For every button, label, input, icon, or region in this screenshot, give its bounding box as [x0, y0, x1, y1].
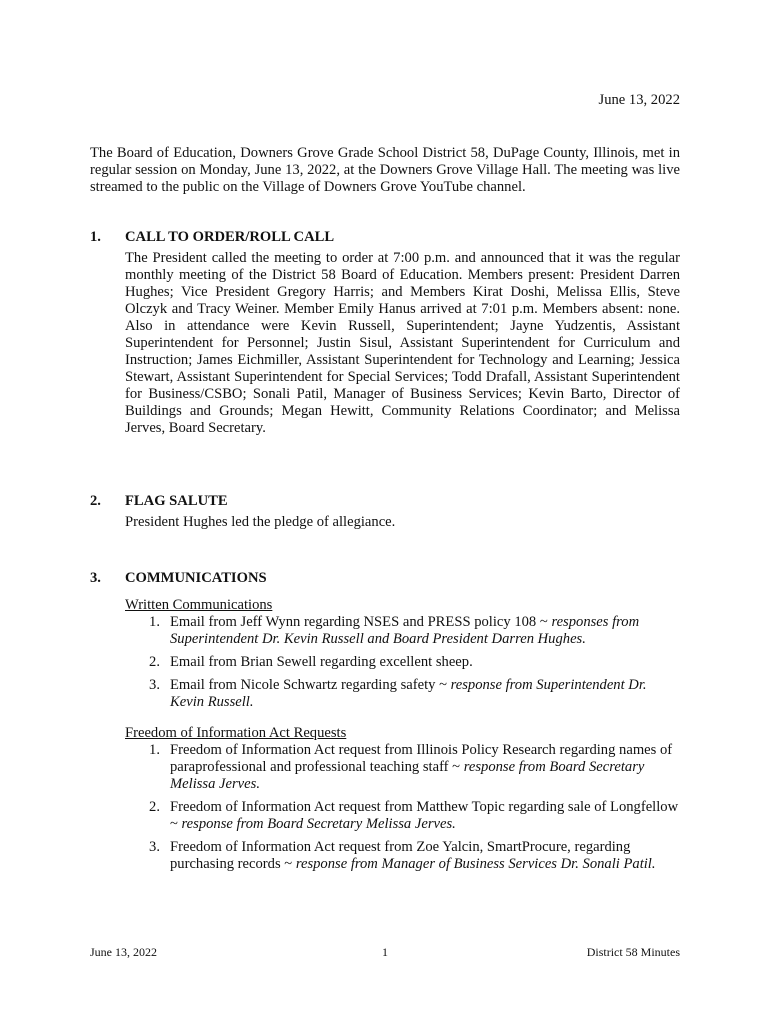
section-heading	[90, 493, 680, 510]
list-item	[125, 677, 680, 711]
section-number: 2.	[90, 493, 101, 509]
section-number: 1.	[90, 229, 101, 245]
item-number: 1.	[149, 614, 160, 630]
section-communications	[90, 570, 680, 879]
item-text: Email from Brian Sewell regarding excellent sheep.	[170, 654, 473, 670]
section-heading	[90, 229, 680, 246]
item-text: Freedom of Information Act request from Matthew Topic regarding sale of Longfellow ~	[170, 799, 679, 832]
page-number: 1	[382, 945, 388, 959]
written-communications-heading: Written Communications	[125, 597, 273, 613]
item-number: 3.	[149, 839, 160, 855]
item-response: response from Board Secretary Melissa Jerves.	[181, 816, 456, 832]
footer-title: District 58 Minutes	[586, 945, 681, 959]
item-text: Email from Nicole Schwartz regarding safety ~	[170, 677, 451, 693]
foia-requests-heading: Freedom of Information Act Requests	[125, 725, 347, 741]
section-title: FLAG SALUTE	[125, 493, 228, 509]
page-footer	[90, 944, 680, 961]
section-body: The President called the meeting to order at 7:00 p.m. and announced that it was the regular monthly meeting of the District 58 Board of Education. Members present: President Darren Hughes; Vice President Gregory Harris; and Members Kirat Doshi, Melissa Ellis, Steve Olczyk and Tracy Weiner. Member Emily Hanus arrived at 7:01 p.m. Members absent: none. Also in attendance were Kevin Russell, Superintendent; Jayne Yudzentis, Assistant Superintendent for Personnel; Justin Sisul, Assistant Superintendent for Curriculum and Instruction; James Eichmiller, Assistant Superintendent for Technology and Learning; Jessica Stewart, Assistant Superintendent for Special Services; Todd Drafall, Assistant Superintendent for Business/CSBO; Sonali Patil, Manager of Business Services; Kevin Barto, Director of Buildings and Grounds; Megan Hewitt, Community Relations Coordinator; and Melissa Jerves, Board Secretary.	[125, 250, 680, 436]
section-flag-salute	[90, 493, 680, 531]
section-call-to-order	[90, 229, 680, 437]
section-title: COMMUNICATIONS	[125, 570, 267, 586]
section-body: President Hughes led the pledge of allegiance.	[125, 514, 396, 530]
written-communications-list	[125, 614, 680, 711]
item-number: 3.	[149, 677, 160, 693]
item-number: 2.	[149, 799, 160, 815]
item-response: response from Superintendent Dr. Kevin Russell.	[170, 677, 647, 710]
item-response: response from Board Secretary Melissa Jerves.	[170, 759, 645, 792]
item-text: Freedom of Information Act request from Illinois Policy Research regarding names of paraprofessional and professional teaching staff ~	[170, 742, 673, 775]
section-title: CALL TO ORDER/ROLL CALL	[125, 229, 335, 245]
item-text: Email from Jeff Wynn regarding NSES and PRESS policy 108 ~	[170, 614, 552, 630]
section-heading	[90, 570, 680, 587]
list-item	[125, 839, 680, 873]
list-item	[125, 799, 680, 833]
list-item	[125, 614, 680, 648]
item-text: Freedom of Information Act request from Zoe Yalcin, SmartProcure, regarding purchasing records ~	[170, 839, 631, 872]
list-item	[125, 742, 680, 793]
foia-requests-list	[125, 742, 680, 873]
item-response: responses from Superintendent Dr. Kevin Russell and Board President Darren Hughes.	[170, 614, 640, 647]
list-item	[125, 654, 680, 671]
section-number: 3.	[90, 570, 101, 586]
item-response: response from Manager of Business Services Dr. Sonali Patil.	[295, 856, 656, 872]
footer-date: June 13, 2022	[90, 945, 157, 959]
item-number: 1.	[149, 742, 160, 758]
item-number: 2.	[149, 654, 160, 670]
intro-paragraph: The Board of Education, Downers Grove Grade School District 58, DuPage County, Illinois, met in regular session on Monday, June 13, 2022, at the Downers Grove Village Hall. The meeting was live streamed to the public on the Village of Downers Grove YouTube channel.	[90, 145, 680, 195]
header-date: June 13, 2022	[598, 92, 680, 108]
